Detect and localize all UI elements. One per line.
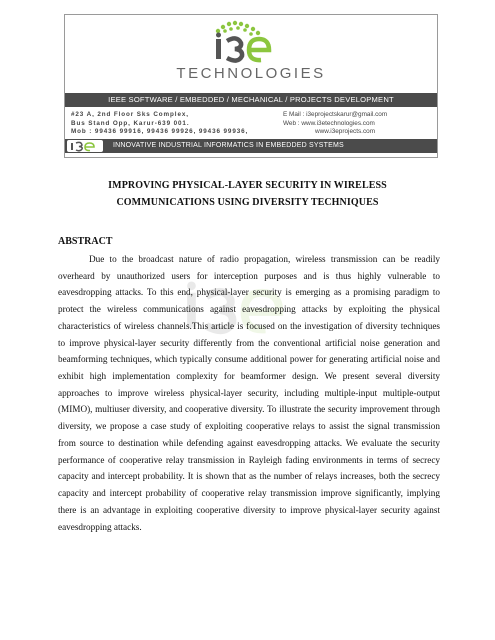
paper-title-line-1: IMPROVING PHYSICAL-LAYER SECURITY IN WIRELESS <box>108 180 387 191</box>
mini-logo-icon <box>67 140 103 152</box>
website-secondary: www.i3eprojects.com <box>315 128 376 136</box>
letterhead <box>64 14 438 158</box>
contact-block <box>283 111 433 137</box>
i3e-logo-icon <box>205 17 297 67</box>
website-primary: Web : www.i3etechnologies.com <box>283 119 375 127</box>
footer-band <box>65 139 437 153</box>
address-line-1: #23 A, 2nd Floor Sks Complex, <box>71 111 189 118</box>
footer-band-text: INNOVATIVE INDUSTRIAL INFORMATICS IN EMBEDDED SYSTEMS <box>113 142 344 149</box>
abstract-paragraph: Due to the broadcast nature of radio propagation, wireless transmission can be readily overheard by unauthorized users for interception purposes and is thus highly vulnerable to eavesdropping attacks. To this end, physical-layer security is emerging as a promising paradigm to protect the wireless communications against eavesdropping attacks by exploiting the physical characteristics of wireless channels.This article is focused on the investigation of diversity techniques to improve physical-layer security differently from the conventional artificial noise generation and beamforming techniques, which typically consume additional power for generating artificial noise and exhibit high implementation complexity for beamformer design. We present several diversity approaches to improve wireless physical-layer security, including multiple-input multiple-output (MIMO), multiuser diversity, and cooperative diversity. To illustrate the security improvement through diversity, we propose a case study of exploiting cooperative relays to assist the signal transmission from source to destination while defending against eavesdropping attacks. We evaluate the security performance of cooperative relay transmission in Rayleigh fading environments in terms of secrecy capacity and intercept probability. It is shown that as the number of relays increases, both the secrecy capacity and intercept probability of cooperative relay transmission improve significantly, implying there is an advantage in exploiting cooperative diversity to improve physical-layer security against eavesdropping attacks. <box>58 254 440 532</box>
tagline-band: IEEE SOFTWARE / EMBEDDED / MECHANICAL / PROJECTS DEVELOPMENT <box>65 93 437 107</box>
technologies-wordmark: TECHNOLOGIES <box>176 65 326 82</box>
company-logo <box>65 17 437 95</box>
mobile-numbers: Mob : 99436 99916, 99436 99926, 99436 99936, <box>71 128 249 136</box>
address-line-2: Bus Stand Opp, Karur-639 001. <box>71 119 190 127</box>
abstract-heading: ABSTRACT <box>58 236 113 247</box>
abstract-body <box>58 251 440 535</box>
address-block <box>71 111 271 137</box>
email-address: E Mail : i3eprojectskarur@gmail.com <box>283 111 388 118</box>
paper-title-line-2: COMMUNICATIONS USING DIVERSITY TECHNIQUES <box>116 197 379 208</box>
